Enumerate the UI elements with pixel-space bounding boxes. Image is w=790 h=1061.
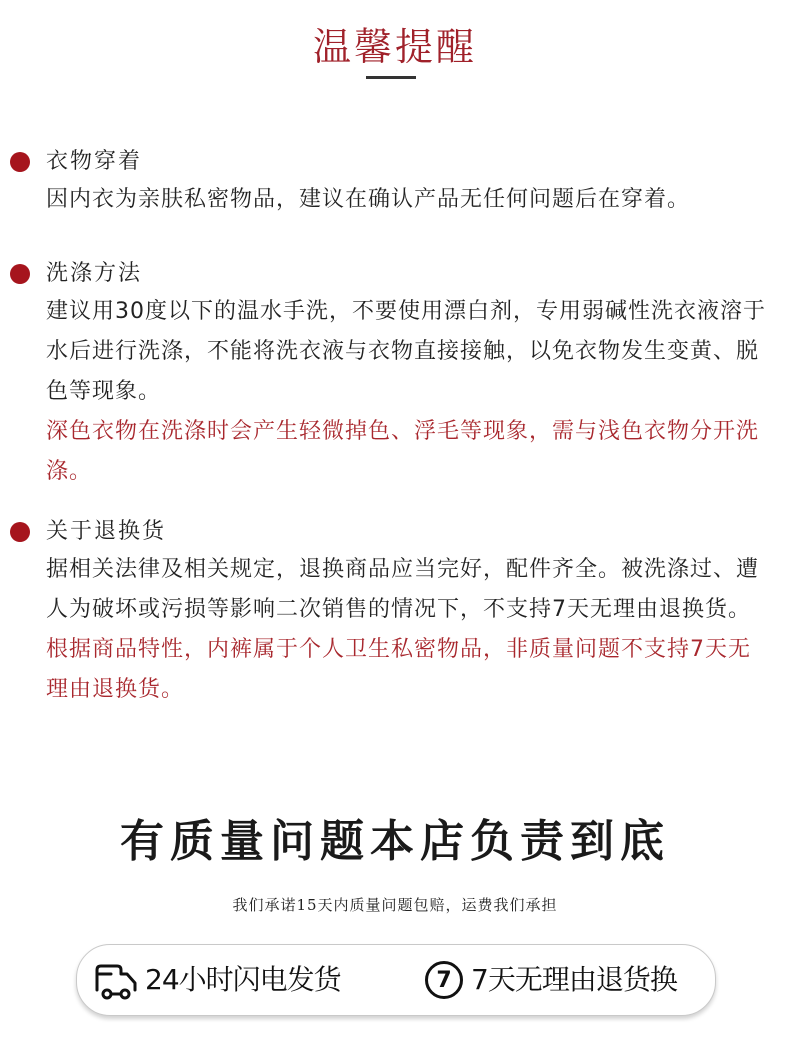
washing-paragraph: 建议用30度以下的温水手洗，不要使用漂白剂，专用弱碱性洗衣液溶于水后进行洗涤，不能将洗衣液与衣物直接接触，以免衣物发生变黄、脱色等现象。 [46, 299, 766, 404]
service-seven-day-return [425, 945, 677, 1015]
title-divider [366, 76, 416, 79]
bullet-dot-icon [10, 152, 30, 172]
bullet-dot-icon [10, 264, 30, 284]
section-washing [0, 256, 790, 492]
section-title-returns: 关于退换货 [46, 519, 167, 544]
wearing-paragraph: 因内衣为亲肤私密物品，建议在确认产品无任何问题后在穿着。 [46, 187, 691, 212]
delivery-truck-icon [91, 956, 139, 1004]
promise-text: 我们承诺15天内质量问题包赔，运费我们承担 [232, 896, 558, 914]
returns-paragraph: 据相关法律及相关规定，退换商品应当完好，配件齐全。被洗涤过、遭人为破坏或污损等影响二次销售的情况下，不支持7天无理由退换货。 [46, 557, 760, 622]
seven-circle-icon: 7 [425, 961, 463, 999]
returns-warning-paragraph: 根据商品特性，内裤属于个人卫生私密物品，非质量问题不支持7天无理由退换货。 [46, 637, 751, 702]
service-fast-delivery [91, 945, 341, 1015]
service-guarantee-box [76, 944, 716, 1016]
section-header [0, 144, 790, 180]
section-title-washing: 洗涤方法 [46, 261, 143, 286]
quality-slogan: 有质量问题本店负责到底 [120, 816, 670, 867]
section-wearing [0, 144, 790, 220]
section-returns [0, 514, 790, 710]
page-title: 温馨提醒 [312, 25, 477, 69]
section-header [0, 514, 790, 550]
washing-warning-paragraph: 深色衣物在洗涤时会产生轻微掉色、浮毛等现象，需与浅色衣物分开洗涤。 [46, 419, 760, 484]
fast-delivery-label: 24小时闪电发货 [145, 963, 341, 996]
bullet-dot-icon [10, 522, 30, 542]
seven-day-return-label: 7天无理由退货换 [471, 963, 677, 996]
section-title-wearing: 衣物穿着 [46, 149, 143, 174]
section-header [0, 256, 790, 292]
